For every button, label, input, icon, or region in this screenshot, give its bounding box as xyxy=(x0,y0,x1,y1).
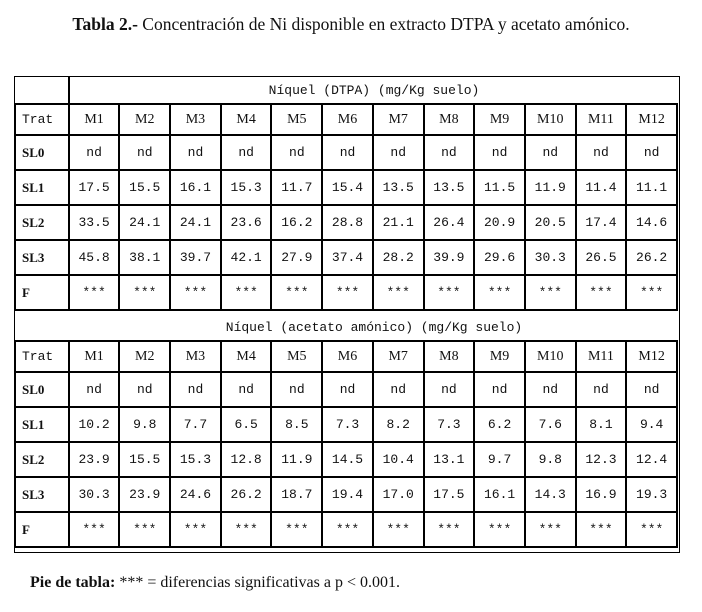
section-header: Níquel (acetato amónico) (mg/Kg suelo) xyxy=(225,319,523,335)
table-cell: 11.9 xyxy=(271,442,322,477)
table-cell: 37.4 xyxy=(322,240,373,275)
table-cell: 11.7 xyxy=(271,170,322,205)
table-cell: nd xyxy=(170,372,221,407)
table-cell: 39.9 xyxy=(424,240,475,275)
column-header: M8 xyxy=(424,341,475,372)
table-cell: 12.3 xyxy=(576,442,627,477)
column-header: M3 xyxy=(170,104,221,135)
table-cell: *** xyxy=(271,275,322,310)
table-cell: 7.3 xyxy=(322,407,373,442)
column-header: M5 xyxy=(271,104,322,135)
table-row xyxy=(15,135,677,170)
table-cell: nd xyxy=(271,135,322,170)
table-cell: 15.3 xyxy=(170,442,221,477)
table-cell: nd xyxy=(119,372,170,407)
column-header: M9 xyxy=(474,104,525,135)
table-cell: nd xyxy=(576,372,627,407)
table-row xyxy=(15,240,677,275)
table-cell: 26.2 xyxy=(221,477,272,512)
table-title-label: Tabla 2.- xyxy=(72,14,138,34)
column-header: M5 xyxy=(271,341,322,372)
table-cell: 17.5 xyxy=(69,170,120,205)
table-cell: nd xyxy=(119,135,170,170)
table-cell: 27.9 xyxy=(271,240,322,275)
table-cell: 23.6 xyxy=(221,205,272,240)
table-cell: nd xyxy=(322,135,373,170)
table-cell: 8.5 xyxy=(271,407,322,442)
column-header: M12 xyxy=(626,104,677,135)
table-cell: nd xyxy=(373,372,424,407)
table-cell: 13.1 xyxy=(424,442,475,477)
table-cell: *** xyxy=(221,512,272,547)
table-cell: 28.8 xyxy=(322,205,373,240)
table-cell: 21.1 xyxy=(373,205,424,240)
table-row xyxy=(15,442,677,477)
table-cell: *** xyxy=(525,275,576,310)
table-cell: 10.2 xyxy=(69,407,120,442)
corner-header: Trat xyxy=(15,104,69,135)
table-cell: *** xyxy=(322,275,373,310)
table-cell: nd xyxy=(525,372,576,407)
section-header: Níquel (DTPA) (mg/Kg suelo) xyxy=(268,82,480,98)
table-cell: 23.9 xyxy=(69,442,120,477)
table-cell: 16.1 xyxy=(474,477,525,512)
table-cell: 9.4 xyxy=(626,407,677,442)
table-cell: nd xyxy=(221,372,272,407)
table-row xyxy=(15,205,677,240)
column-header: M2 xyxy=(119,104,170,135)
table-cell: 26.5 xyxy=(576,240,627,275)
column-header: M10 xyxy=(525,341,576,372)
table-row xyxy=(15,407,677,442)
column-header-row xyxy=(15,341,677,372)
table-cell: nd xyxy=(626,372,677,407)
table-cell: 11.9 xyxy=(525,170,576,205)
table-cell: 20.9 xyxy=(474,205,525,240)
header-divider xyxy=(68,77,679,103)
table-cell: 14.5 xyxy=(322,442,373,477)
row-label: SL2 xyxy=(15,205,69,240)
table-cell: 13.5 xyxy=(424,170,475,205)
table-cell: 16.2 xyxy=(271,205,322,240)
row-label: SL1 xyxy=(15,170,69,205)
table-cell: nd xyxy=(271,372,322,407)
table-cell: 20.5 xyxy=(525,205,576,240)
row-label: SL3 xyxy=(15,240,69,275)
table-cell: 14.3 xyxy=(525,477,576,512)
table-cell: 26.2 xyxy=(626,240,677,275)
table-cell: 7.7 xyxy=(170,407,221,442)
table-cell: nd xyxy=(576,135,627,170)
table-cell: nd xyxy=(525,135,576,170)
column-header: M10 xyxy=(525,104,576,135)
table-row xyxy=(15,372,677,407)
table-cell: *** xyxy=(119,512,170,547)
row-label: SL2 xyxy=(15,442,69,477)
row-label: SL1 xyxy=(15,407,69,442)
column-header: M4 xyxy=(221,104,272,135)
column-header: M2 xyxy=(119,341,170,372)
table-cell: 45.8 xyxy=(69,240,120,275)
table-cell: 19.4 xyxy=(322,477,373,512)
table-cell: 8.1 xyxy=(576,407,627,442)
table-cell: *** xyxy=(271,512,322,547)
table-cell: 6.2 xyxy=(474,407,525,442)
table-cell: *** xyxy=(373,512,424,547)
table-cell: 24.1 xyxy=(170,205,221,240)
table-cell: *** xyxy=(576,275,627,310)
table-cell: 16.9 xyxy=(576,477,627,512)
column-header: M12 xyxy=(626,341,677,372)
row-label: SL0 xyxy=(15,372,69,407)
table-cell: 18.7 xyxy=(271,477,322,512)
table-cell: *** xyxy=(474,512,525,547)
table-cell: nd xyxy=(373,135,424,170)
table-cell: *** xyxy=(525,512,576,547)
table-cell: *** xyxy=(626,512,677,547)
table-cell: *** xyxy=(119,275,170,310)
table-cell: 8.2 xyxy=(373,407,424,442)
table-cell: *** xyxy=(576,512,627,547)
table-cell: 28.2 xyxy=(373,240,424,275)
table-cell: nd xyxy=(474,372,525,407)
table-cell: nd xyxy=(69,372,120,407)
column-header: M11 xyxy=(576,341,627,372)
table-cell: nd xyxy=(474,135,525,170)
table-cell: *** xyxy=(69,275,120,310)
table-cell: nd xyxy=(221,135,272,170)
table-cell: *** xyxy=(373,275,424,310)
row-label: SL0 xyxy=(15,135,69,170)
row-label: SL3 xyxy=(15,477,69,512)
table-cell: 15.3 xyxy=(221,170,272,205)
table-cell: 7.6 xyxy=(525,407,576,442)
table-cell: 11.4 xyxy=(576,170,627,205)
table-cell: *** xyxy=(221,275,272,310)
table-cell: *** xyxy=(424,512,475,547)
table-title xyxy=(0,14,702,35)
table-cell: nd xyxy=(424,135,475,170)
row-label: F xyxy=(15,512,69,547)
table-cell: nd xyxy=(424,372,475,407)
column-header: M9 xyxy=(474,341,525,372)
table-cell: 17.0 xyxy=(373,477,424,512)
table-cell: 30.3 xyxy=(525,240,576,275)
table-cell: 23.9 xyxy=(119,477,170,512)
footnote-text: *** = diferencias significativas a p < 0.001. xyxy=(115,574,400,591)
table-cell: 11.1 xyxy=(626,170,677,205)
table-cell: 16.1 xyxy=(170,170,221,205)
table-cell: 38.1 xyxy=(119,240,170,275)
table-cell: 12.8 xyxy=(221,442,272,477)
table-cell: 17.4 xyxy=(576,205,627,240)
table-cell: 24.6 xyxy=(170,477,221,512)
table-cell: *** xyxy=(626,275,677,310)
column-header: M8 xyxy=(424,104,475,135)
table-cell: 15.5 xyxy=(119,170,170,205)
table-cell: 9.8 xyxy=(119,407,170,442)
table-cell: 42.1 xyxy=(221,240,272,275)
table-row xyxy=(15,512,677,547)
column-header-row xyxy=(15,104,677,135)
table-row xyxy=(15,477,677,512)
column-header: M4 xyxy=(221,341,272,372)
section-grid xyxy=(14,340,678,548)
table-cell: 9.8 xyxy=(525,442,576,477)
table-row xyxy=(15,275,677,310)
section-grid xyxy=(14,103,678,311)
table-cell: nd xyxy=(69,135,120,170)
table-cell: 30.3 xyxy=(69,477,120,512)
table-cell: 6.5 xyxy=(221,407,272,442)
table-cell: 15.5 xyxy=(119,442,170,477)
footnote-label: Pie de tabla: xyxy=(30,574,116,591)
table-cell: 17.5 xyxy=(424,477,475,512)
table-cell: nd xyxy=(626,135,677,170)
table-cell: nd xyxy=(322,372,373,407)
column-header: M6 xyxy=(322,104,373,135)
table-cell: 39.7 xyxy=(170,240,221,275)
table-cell: *** xyxy=(170,512,221,547)
column-header: M7 xyxy=(373,341,424,372)
table-cell: 24.1 xyxy=(119,205,170,240)
column-header: M11 xyxy=(576,104,627,135)
corner-header: Trat xyxy=(15,341,69,372)
table-row xyxy=(15,170,677,205)
table-cell: 13.5 xyxy=(373,170,424,205)
table-cell: 11.5 xyxy=(474,170,525,205)
table-cell: 33.5 xyxy=(69,205,120,240)
table-cell: nd xyxy=(170,135,221,170)
column-header: M1 xyxy=(69,104,120,135)
table-title-text: Concentración de Ni disponible en extracto DTPA y acetato amónico. xyxy=(137,14,630,34)
table-footnote xyxy=(30,574,400,592)
row-label: F xyxy=(15,275,69,310)
table-cell: 19.3 xyxy=(626,477,677,512)
table-cell: 15.4 xyxy=(322,170,373,205)
table-cell: 14.6 xyxy=(626,205,677,240)
column-header: M6 xyxy=(322,341,373,372)
table-cell: *** xyxy=(474,275,525,310)
column-header: M1 xyxy=(69,341,120,372)
table-cell: 7.3 xyxy=(424,407,475,442)
table-cell: 10.4 xyxy=(373,442,424,477)
table-cell: *** xyxy=(424,275,475,310)
data-table xyxy=(14,76,680,553)
table-cell: 12.4 xyxy=(626,442,677,477)
column-header: M7 xyxy=(373,104,424,135)
table-cell: 29.6 xyxy=(474,240,525,275)
column-header: M3 xyxy=(170,341,221,372)
table-cell: *** xyxy=(69,512,120,547)
table-cell: *** xyxy=(322,512,373,547)
table-cell: 26.4 xyxy=(424,205,475,240)
table-cell: *** xyxy=(170,275,221,310)
table-cell: 9.7 xyxy=(474,442,525,477)
